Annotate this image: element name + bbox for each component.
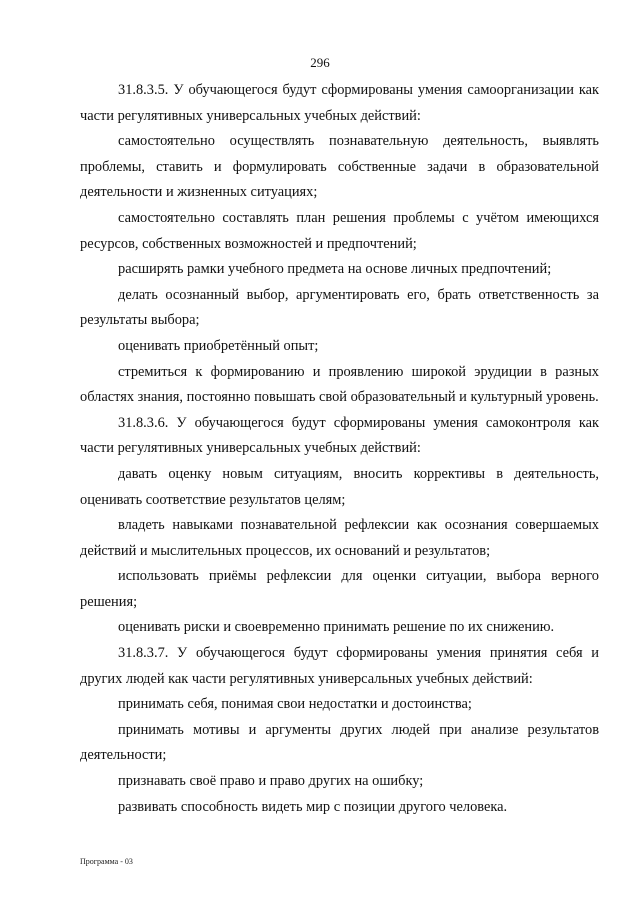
- list-item: расширять рамки учебного предмета на основе личных предпочтений;: [118, 261, 552, 278]
- document-body: [80, 78, 599, 820]
- list-item: использовать приёмы рефлексии для оценки ситуации, выбора верного решения;: [80, 568, 599, 610]
- footer-program-label: Программа - 03: [80, 857, 133, 866]
- list-item: делать осознанный выбор, аргументировать его, брать ответственность за результаты выбора;: [80, 286, 599, 329]
- list-item: самостоятельно осуществлять познавательную деятельность, выявлять проблемы, ставить и формулировать собственные задачи в образовательной деятельности и жизненных ситуациях;: [80, 133, 599, 201]
- list-item: самостоятельно составлять план решения проблемы с учётом имеющихся ресурсов, собственных возможностей и предпочтений;: [80, 209, 599, 252]
- list-item: принимать себя, понимая свои недостатки и достоинства;: [118, 696, 472, 713]
- list-item: оценивать риски и своевременно принимать решение по их снижению.: [118, 619, 555, 636]
- list-item: признавать своё право и право других на ошибку;: [118, 773, 424, 790]
- list-item: давать оценку новым ситуациям, вносить коррективы в деятельность, оценивать соответствие результатов целям;: [80, 465, 599, 508]
- section-heading-31-8-3-6: 31.8.3.6. У обучающегося будут сформированы умения самоконтроля как части регулятивных универсальных учебных действий:: [80, 414, 599, 457]
- list-item: принимать мотивы и аргументы других людей при анализе результатов деятельности;: [80, 721, 599, 764]
- list-item: стремиться к формированию и проявлению широкой эрудиции в разных областях знания, постоянно повышать свой образовательный и культурный уровень.: [80, 363, 599, 406]
- list-item: развивать способность видеть мир с позиции другого человека.: [118, 798, 508, 815]
- page-number: 296: [310, 55, 330, 70]
- list-item: владеть навыками познавательной рефлексии как осознания совершаемых действий и мыслительных процессов, их оснований и результатов;: [80, 517, 599, 559]
- section-heading-31-8-3-7: 31.8.3.7. У обучающегося будут сформированы умения принятия себя и других людей как части регулятивных универсальных учебных действий:: [80, 645, 599, 687]
- section-heading-31-8-3-5: 31.8.3.5. У обучающегося будут сформированы умения самоорганизации как части регулятивных универсальных учебных действий:: [80, 82, 599, 124]
- list-item: оценивать приобретённый опыт;: [118, 337, 319, 354]
